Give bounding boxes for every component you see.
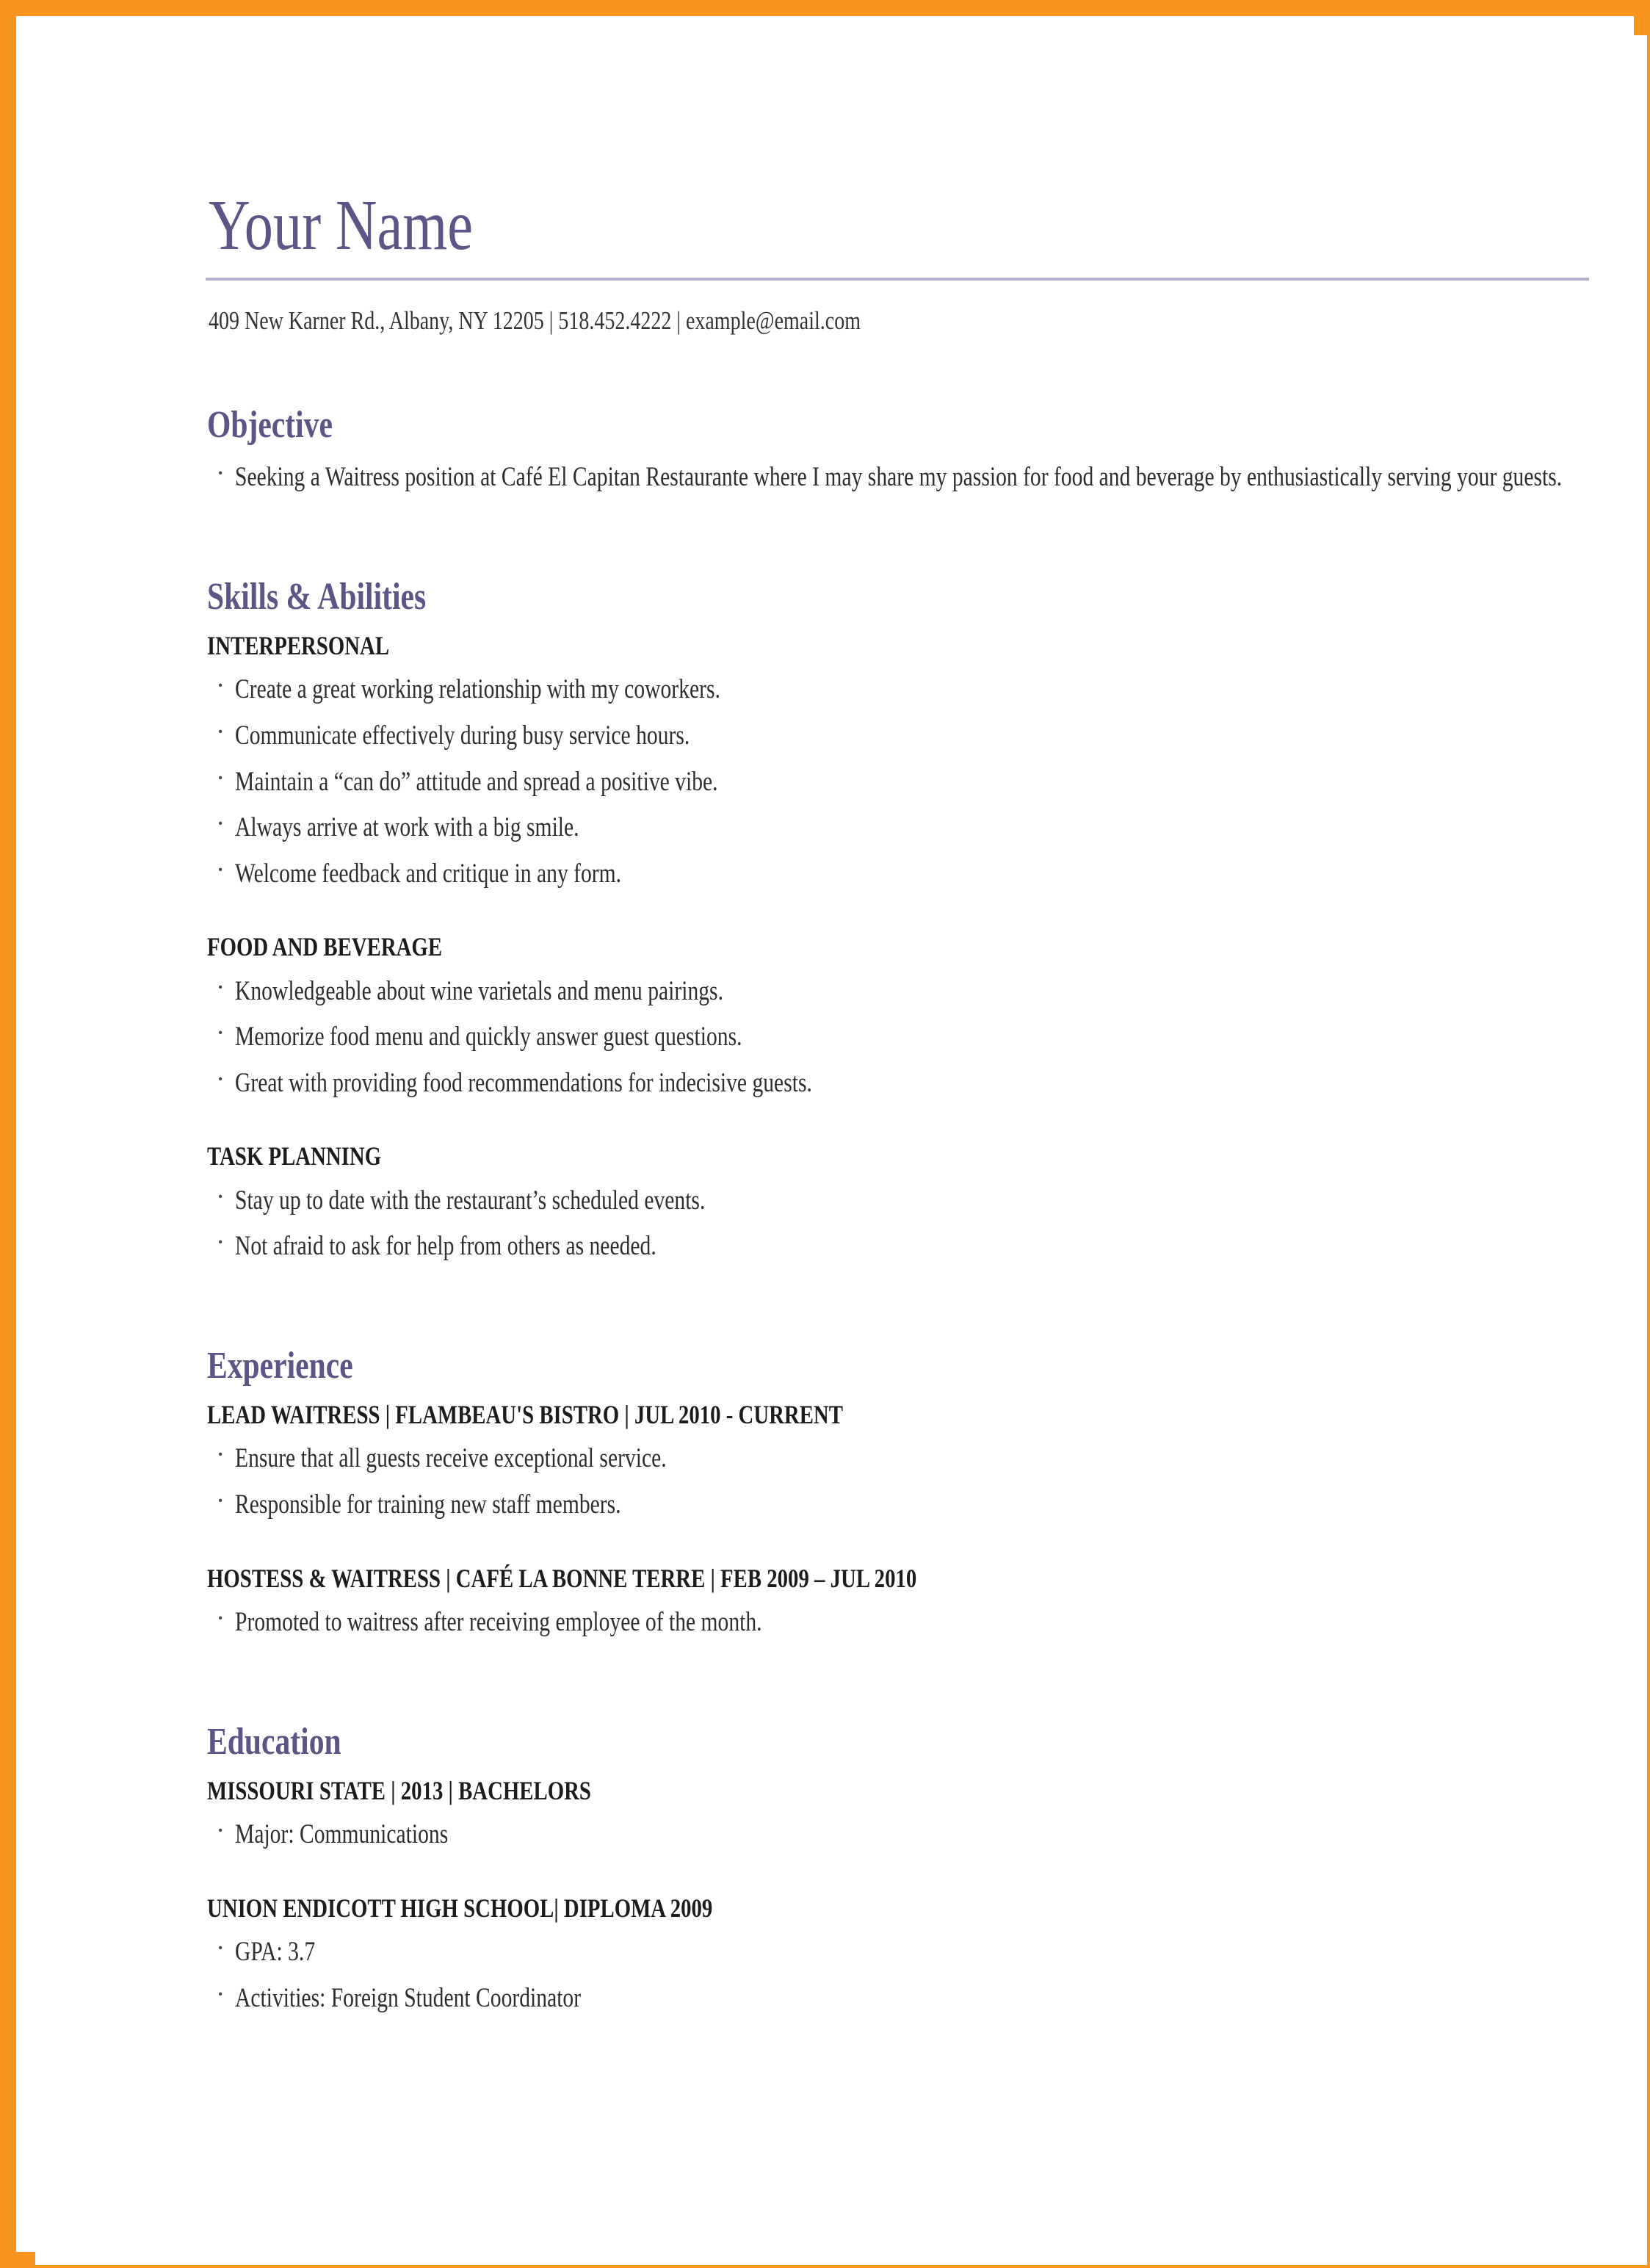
education-heading: MISSOURI STATE | 2013 | BACHELORS — [207, 1775, 591, 1805]
education-bullet-list — [206, 1934, 1593, 2016]
bullet-text: · Welcome feedback and critique in any form. — [235, 858, 622, 889]
interpersonal-bullet-list — [206, 671, 1593, 892]
objective-bullet-list — [206, 459, 1593, 496]
bullet-text: · Create a great working relationship with my coworkers. — [235, 674, 720, 705]
bullet-text: · Stay up to date with the restaurant’s scheduled events. — [235, 1185, 706, 1216]
bullet-text: · Ensure that all guests receive exceptional service. — [235, 1443, 667, 1474]
contact-line: 409 New Karner Rd., Albany, NY 12205 | 518.452.4222 | example@email.com — [209, 306, 861, 335]
education-bullet-list — [206, 1816, 1593, 1853]
skills-group-interpersonal — [206, 631, 1593, 892]
section-title-objective: Objective — [207, 404, 333, 446]
list-item — [206, 1487, 1593, 1523]
list-item — [206, 1228, 1593, 1265]
section-title-experience: Experience — [207, 1344, 353, 1387]
task-planning-bullet-list — [206, 1182, 1593, 1265]
list-item — [206, 459, 1593, 496]
bullet-text: · Responsible for training new staff members. — [235, 1489, 621, 1520]
experience-heading: HOSTESS & WAITRESS | CAFÉ LA BONNE TERRE | FEB 2009 – JUL 2010 — [207, 1563, 917, 1593]
experience-heading: LEAD WAITRESS | FLAMBEAU'S BISTRO | JUL 2010 - CURRENT — [207, 1400, 843, 1430]
bullet-text: · GPA: 3.7 — [235, 1937, 316, 1968]
subsection-title-interpersonal: INTERPERSONAL — [207, 630, 390, 660]
subsection-title-food-and-beverage: FOOD AND BEVERAGE — [207, 932, 443, 962]
experience-bullet-list — [206, 1604, 1593, 1641]
list-item — [206, 973, 1593, 1010]
spacer-interpersonal — [206, 901, 1593, 932]
list-item — [206, 1816, 1593, 1853]
section-skills — [206, 576, 1593, 1265]
resume-header — [206, 186, 1593, 336]
list-item — [206, 764, 1593, 801]
education-entry-union-endicott — [206, 1893, 1593, 2017]
bullet-text: · Memorize food menu and quickly answer guest questions. — [235, 1022, 742, 1052]
food-and-beverage-bullet-list — [206, 973, 1593, 1102]
bullet-text: · Maintain a “can do” attitude and spread a positive vibe. — [235, 766, 718, 797]
list-item — [206, 671, 1593, 708]
list-item — [206, 1065, 1593, 1102]
bullet-text: · Always arrive at work with a big smile. — [235, 812, 579, 843]
bullet-text: · Activities: Foreign Student Coordinator — [235, 1982, 582, 2013]
resume-content — [206, 186, 1593, 2026]
section-education — [206, 1721, 1593, 2017]
experience-entry-lead-waitress — [206, 1400, 1593, 1523]
skills-group-task-planning — [206, 1141, 1593, 1265]
experience-bullet-list — [206, 1440, 1593, 1523]
subsection-title-task-planning: TASK PLANNING — [207, 1141, 382, 1171]
spacer-experience-entry — [206, 1533, 1593, 1564]
bullet-text: · Not afraid to ask for help from others as needed. — [235, 1231, 656, 1262]
section-objective — [206, 404, 1593, 496]
education-entry-missouri-state — [206, 1776, 1593, 1853]
applicant-name: Your Name — [209, 186, 474, 265]
experience-entry-hostess-waitress — [206, 1564, 1593, 1641]
resume-document — [35, 35, 1647, 2265]
list-item — [206, 1182, 1593, 1219]
list-item — [206, 1440, 1593, 1477]
spacer-after-header — [206, 336, 1593, 404]
section-experience — [206, 1345, 1593, 1641]
spacer-after-experience — [206, 1650, 1593, 1721]
list-item — [206, 1980, 1593, 2017]
spacer-education-entry — [206, 1863, 1593, 1893]
spacer-after-objective — [206, 505, 1593, 576]
list-item — [206, 809, 1593, 846]
list-item — [206, 718, 1593, 754]
bullet-text: · Communicate effectively during busy service hours. — [235, 720, 690, 751]
bullet-text: · Promoted to waitress after receiving employee of the month. — [235, 1607, 762, 1638]
list-item — [206, 856, 1593, 892]
bullet-text: · Knowledgeable about wine varietals and menu pairings. — [235, 975, 723, 1006]
section-title-skills: Skills & Abilities — [207, 575, 427, 618]
spacer-food-and-beverage — [206, 1110, 1593, 1141]
bullet-text: · Great with providing food recommendations for indecisive guests. — [235, 1067, 812, 1098]
education-heading: UNION ENDICOTT HIGH SCHOOL| DIPLOMA 2009 — [207, 1893, 713, 1923]
spacer-after-skills — [206, 1274, 1593, 1345]
list-item — [206, 1934, 1593, 1971]
skills-group-food-and-beverage — [206, 932, 1593, 1101]
bullet-text: · Major: Communications — [235, 1819, 449, 1850]
section-title-education: Education — [207, 1720, 341, 1763]
header-divider-rule — [206, 278, 1589, 281]
list-item — [206, 1019, 1593, 1055]
list-item — [206, 1604, 1593, 1641]
bullet-text: · Seeking a Waitress position at Café El Capitan Restaurante where I may share my passion for food and beverage by enthusiastically serving your guests. — [235, 462, 1563, 493]
